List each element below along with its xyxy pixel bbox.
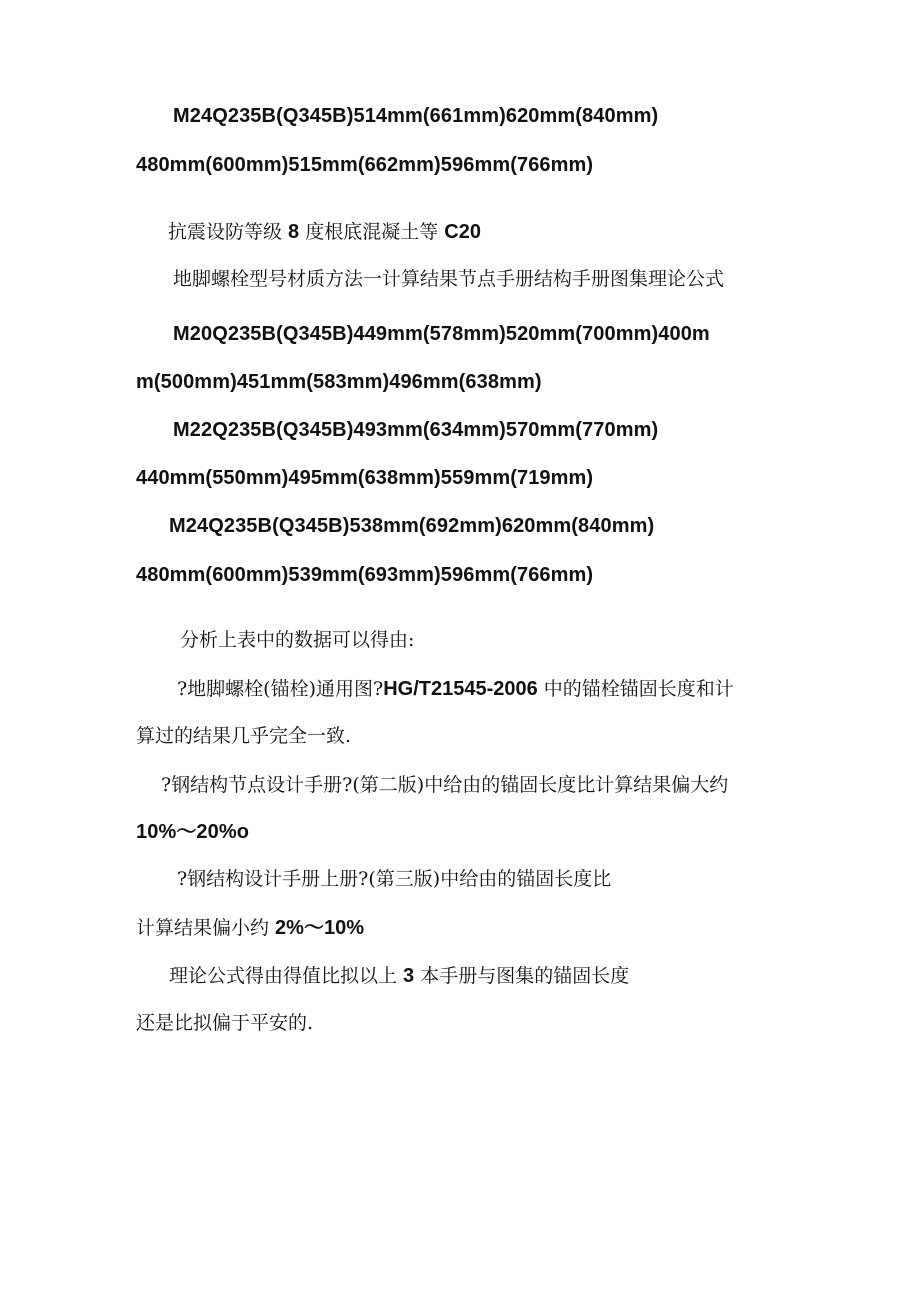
seismic-text-c: 度根底混凝土等 (299, 221, 445, 243)
seismic-grade-line (168, 222, 481, 242)
conclusion-2-line1: ?钢结构节点设计手册?(第二版)中给由的锚固长度比计算结果偏大约 (161, 774, 729, 796)
table-row-m24b-line1: M24Q235B(Q345B)538mm(692mm)620mm(840mm) (169, 515, 655, 537)
table-row-m20-line1: M20Q235B(Q345B)449mm(578mm)520mm(700mm)400m (173, 323, 710, 345)
conclusion-3-line1: ?钢结构设计手册上册?(第三版)中给由的锚固长度比 (177, 868, 612, 890)
concrete-grade-value: C20 (444, 221, 481, 243)
table-row-m22-line1: M22Q235B(Q345B)493mm(634mm)570mm(770mm) (173, 419, 659, 441)
conclusion-1-text-c: 中的锚栓锚固长度和计 (537, 678, 734, 700)
table-row-m24-line2: 480mm(600mm)515mm(662mm)596mm(766mm) (136, 154, 594, 176)
conclusion-1-line2: 算过的结果几乎完全一致. (136, 725, 352, 747)
conclusion-4-line1 (169, 966, 629, 986)
table-row-m24b-line2: 480mm(600mm)539mm(693mm)596mm(766mm) (136, 564, 594, 586)
seismic-text-a: 抗震设防等级 (168, 221, 289, 243)
conclusion-1-line1 (177, 679, 734, 699)
conclusion-4-text-c: 本手册与图集的锚固长度 (414, 965, 630, 987)
handbook-count: 3 (403, 965, 415, 987)
table-header-line: 地脚螺栓型号材质方法一计算结果节点手册结构手册图集理论公式 (173, 268, 725, 290)
table-row-m24-line1: M24Q235B(Q345B)514mm(661mm)620mm(840mm) (173, 105, 659, 127)
analysis-intro: 分析上表中的数据可以得由: (180, 629, 415, 651)
conclusion-2-line2: 10%～20%o (136, 821, 250, 843)
standard-code: HG/T21545-2006 (383, 678, 538, 700)
table-row-m22-line2: 440mm(550mm)495mm(638mm)559mm(719mm) (136, 467, 594, 489)
conclusion-4-line2: 还是比拟偏于平安的. (136, 1012, 314, 1034)
conclusion-1-text-a: ?地脚螺栓(锚栓)通用图? (177, 678, 384, 700)
deviation-range: 2%～10% (275, 917, 364, 939)
conclusion-3-line2 (136, 918, 364, 938)
seismic-grade-value: 8 (288, 221, 300, 243)
conclusion-4-text-a: 理论公式得由得值比拟以上 (169, 965, 404, 987)
conclusion-3-text-a: 计算结果偏小约 (136, 917, 276, 939)
table-row-m20-line2: m(500mm)451mm(583mm)496mm(638mm) (136, 371, 542, 393)
